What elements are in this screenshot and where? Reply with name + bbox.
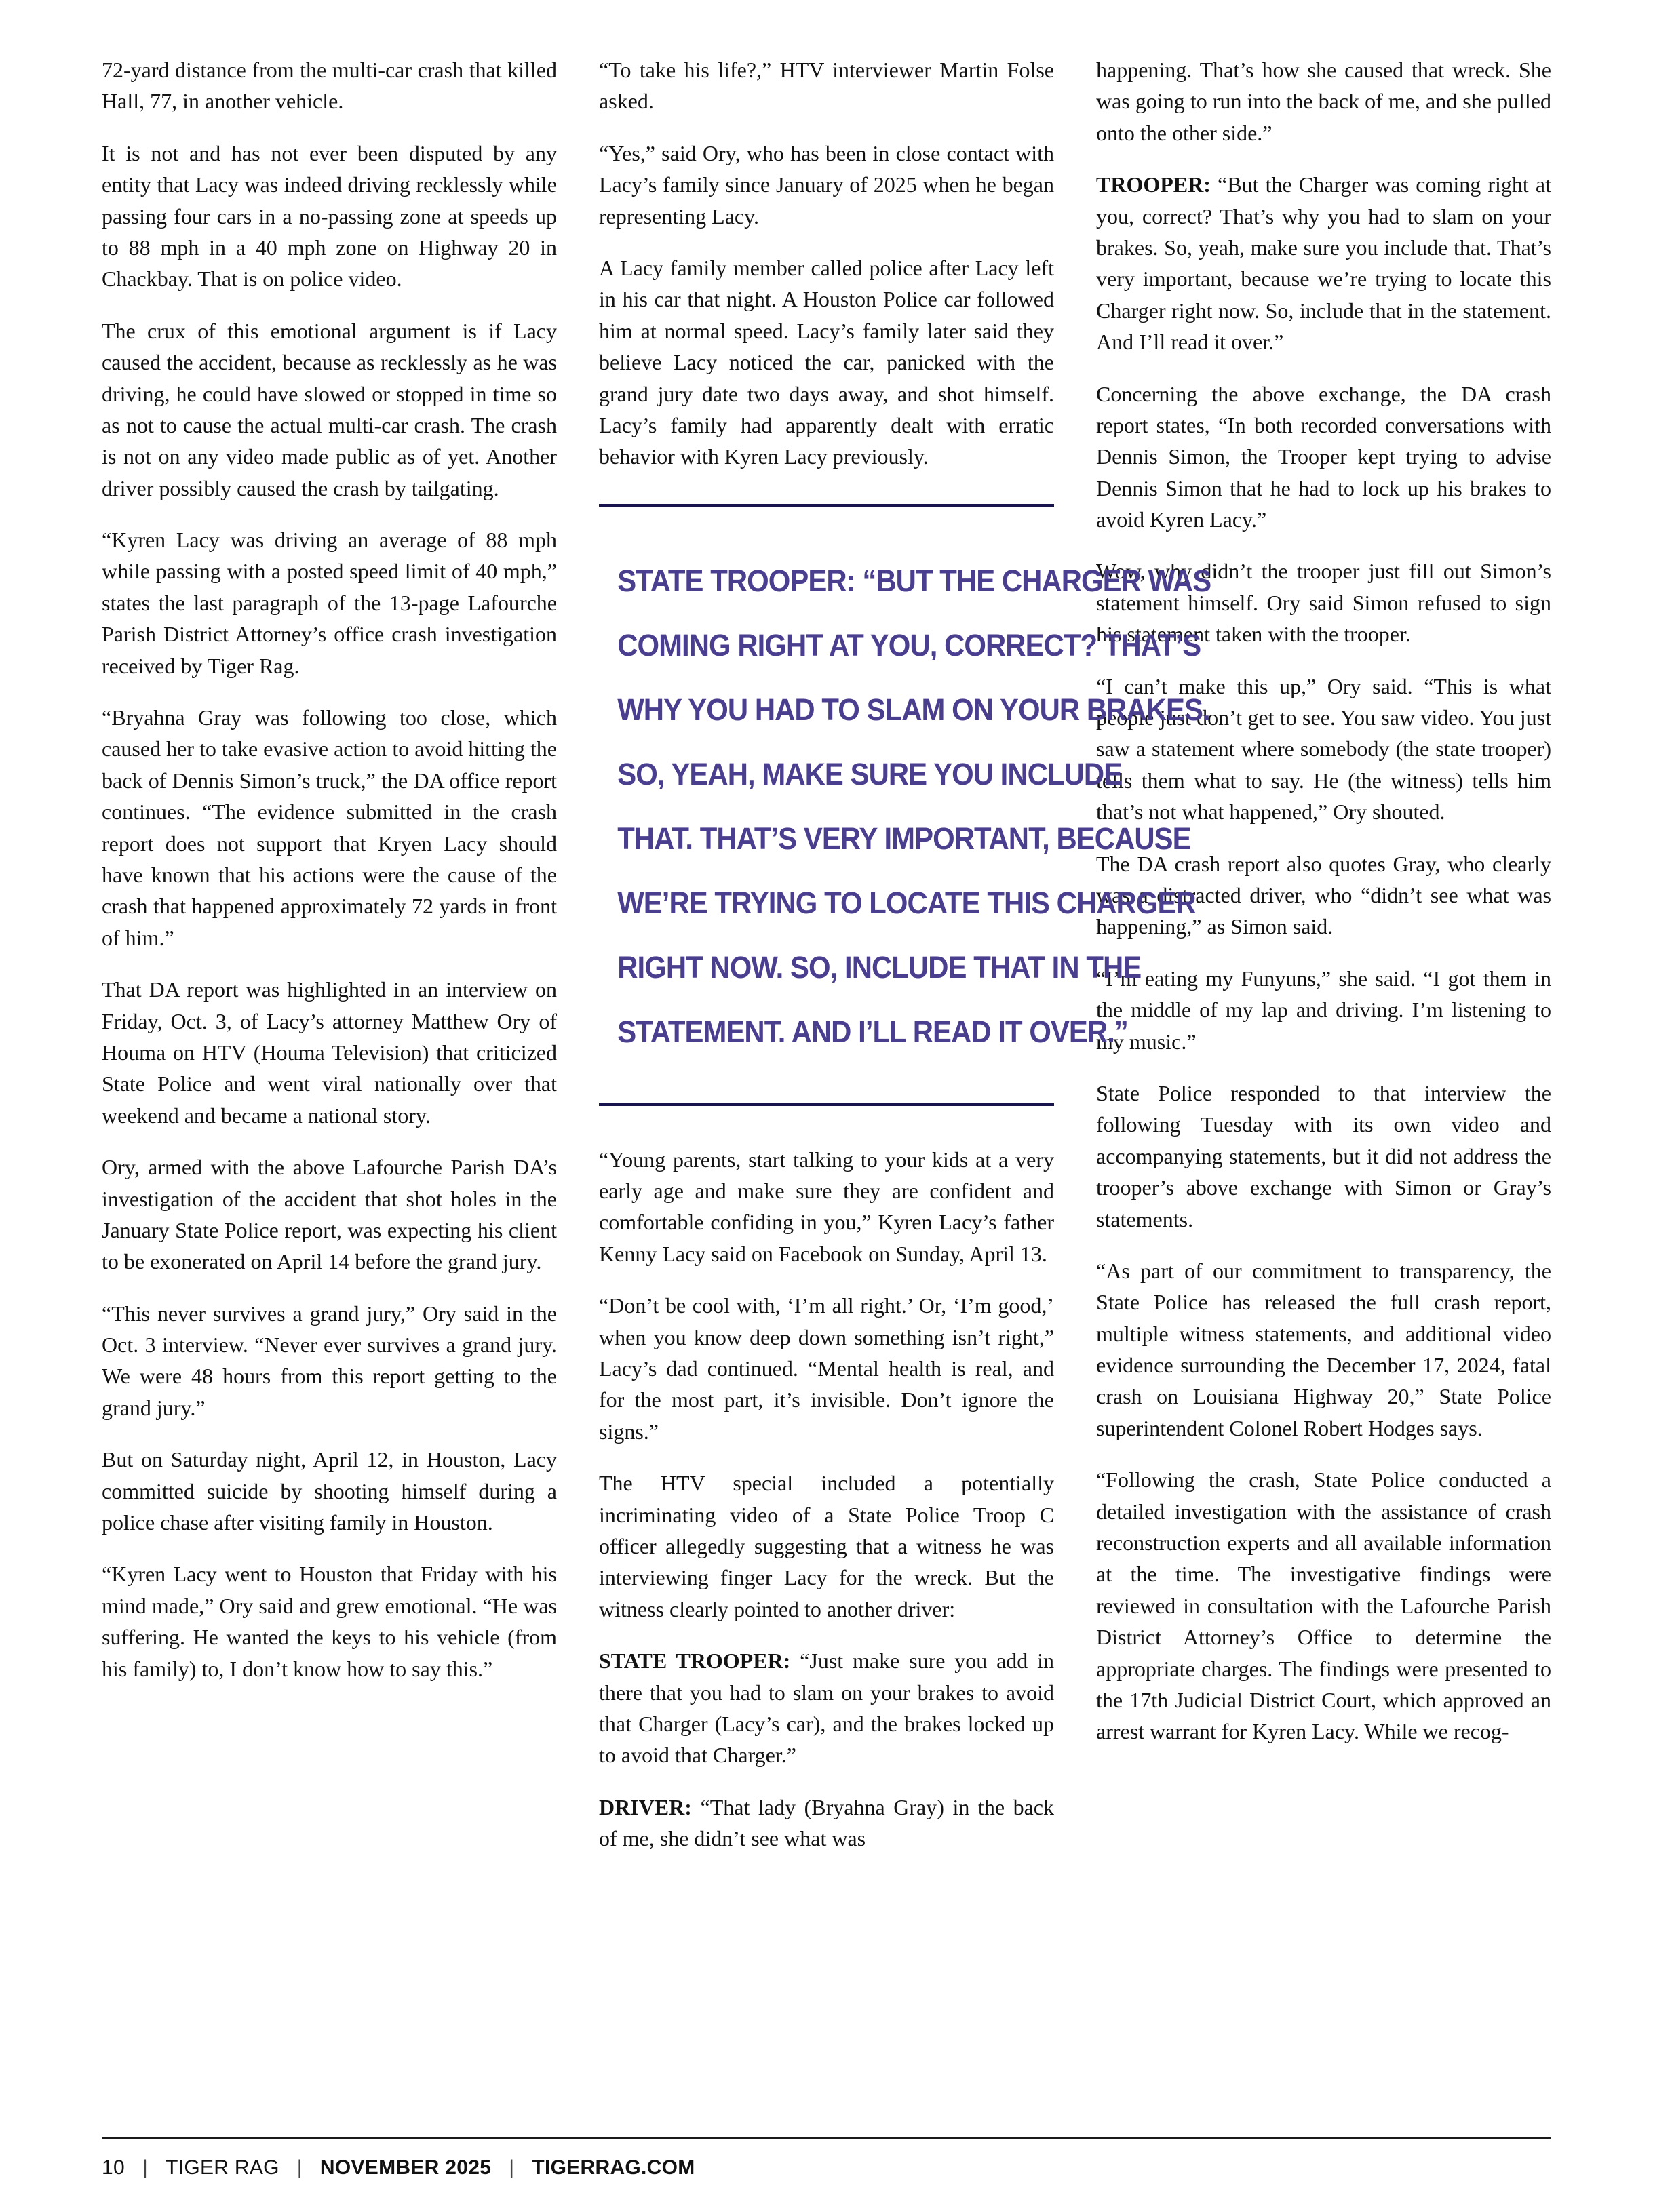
- pull-quote-line: RIGHT NOW. SO, INCLUDE THAT IN THE: [617, 949, 1142, 985]
- speaker-label: STATE TROOPER:: [599, 1648, 800, 1674]
- speaker-label: TROOPER:: [1096, 172, 1218, 197]
- pull-quote-line: WHY YOU HAD TO SLAM ON YOUR BRAKES.: [617, 692, 1210, 727]
- paragraph: That DA report was highlighted in an interview on Friday, Oct. 3, of Lacy’s attorney Matthew Ory of Houma on HTV (Houma Television) that criticized State Police and went viral nationally over that weekend and became a national story.: [102, 977, 557, 1128]
- paragraph: “I can’t make this up,” Ory said. “This is what people just don’t get to see. You saw video. You just saw a statement where somebody (the state trooper) tells them what to say. He (the witness) tells him that’s not what happened,” Ory shouted.: [1096, 673, 1551, 825]
- column-2: [599, 54, 1211, 1875]
- speaker-label: DRIVER:: [599, 1794, 701, 1819]
- paragraph: “Bryahna Gray was following too close, which caused her to take evasive action to avoid hitting the back of Dennis Simon’s truck,” the DA office report continues. “The evidence submitted in the crash report does not support that Kryen Lacy should have known that his actions were the cause of the crash that happened approximately 72 yards in front of him.”: [102, 705, 557, 950]
- dialogue-paragraph: DRIVER: “That lady (Bryahna Gray) in the back of me, she didn’t see what was: [599, 1794, 1055, 1851]
- paragraph: It is not and has not ever been disputed by any entity that Lacy was indeed driving recklessly while passing four cars in a no-passing zone at speeds up to 88 mph in a 40 mph zone on Highway 20 in Chackbay. That is on police video.: [102, 140, 557, 292]
- paragraph: “Following the crash, State Police conducted a detailed investigation with the assistance of crash reconstruction experts and all available information at the time. The investigative findings were reviewed in consultation with the Lafourche Parish District Attorney’s Office to determine the appropriate charges. The findings were presented to the 17th Judicial District Court, which approved an arrest warrant for Kyren Lacy. While we recog-: [1096, 1467, 1551, 1744]
- footer-separator: |: [142, 2156, 149, 2179]
- paragraph: “Kyren Lacy went to Houston that Friday with his mind made,” Ory said and grew emotional. “He was suffering. He wanted the keys to his vehicle (from his family) to, I don’t know how to say this.”: [102, 1562, 557, 1681]
- paragraph: The HTV special included a potentially incriminating video of a State Police Troop C officer allegedly suggesting that a witness he was interviewing finger Lacy for the wreck. But the witness clearly pointed to another driver:: [599, 1471, 1054, 1621]
- dialogue-paragraph: TROOPER: “But the Charger was coming right at you, correct? That’s why you had to slam on your brakes. So, yeah, make sure you include that. That’s very important, because we’re trying to locate this Charger right now. So, include that in the statement. And I’ll read it over.”: [1096, 172, 1552, 355]
- paragraph: But on Saturday night, April 12, in Houston, Lacy committed suicide by shooting himself during a police chase after visiting family in Houston.: [102, 1447, 557, 1535]
- paragraph: The crux of this emotional argument is if Lacy caused the accident, because as recklessly as he was driving, he could have slowed or stopped in time so as not to cause the actual multi-car crash. The crash is not on any video made public as of yet. Another driver possibly caused the crash by tailgating.: [102, 318, 557, 500]
- paragraph: “This never survives a grand jury,” Ory said in the Oct. 3 interview. “Never ever survives a grand jury. We were 48 hours from this report getting to the grand jury.”: [102, 1301, 557, 1420]
- pull-quote: [599, 504, 1211, 1106]
- paragraph: A Lacy family member called police after Lacy left in his car that night. A Houston Police car followed him at normal speed. Lacy’s family later said they believe Lacy noticed the car, panicked with the grand jury date two days away, and shot himself. Lacy’s family had apparently dealt with erratic behavior with Kyren Lacy previously.: [599, 255, 1054, 469]
- footer-separator: |: [296, 2156, 303, 2179]
- footer-item: TIGER RAG: [166, 2156, 279, 2179]
- pull-quote-line: STATE TROOPER: “BUT THE CHARGER WAS: [617, 563, 1211, 598]
- footer-items: [102, 2156, 695, 2179]
- footer-item: NOVEMBER 2025: [319, 2156, 492, 2179]
- paragraph: “Yes,” said Ory, who has been in close contact with Lacy’s family since January of 2025 when he began representing Lacy.: [599, 140, 1054, 229]
- paragraph: “Kyren Lacy was driving an average of 88 mph while passing with a posted speed limit of 40 mph,” states the last paragraph of the 13-page Lafourche Parish District Attorney’s office crash investigation received by Tiger Rag.: [102, 528, 557, 678]
- paragraph: “Young parents, start talking to your kids at a very early age and make sure they are confident and comfortable confiding in you,” Kyren Lacy’s father Kenny Lacy said on Facebook on Sunday, April 13.: [599, 1147, 1054, 1266]
- pull-quote-line: COMING RIGHT AT YOU, CORRECT? THAT’S: [617, 627, 1201, 663]
- pull-quote-line: STATEMENT. AND I’LL READ IT OVER.”: [617, 1014, 1128, 1049]
- paragraph: “As part of our commitment to transparency, the State Police has released the full crash report, multiple witness statements, and additional video evidence surrounding the December 17, 2024, fatal crash on Louisiana Highway 20,” State Police superintendent Colonel Robert Hodges says.: [1096, 1258, 1551, 1440]
- paragraph: Wow, why didn’t the trooper just fill out Simon’s statement himself. Ory said Simon refused to sign his statement taken with the trooper.: [1096, 559, 1551, 647]
- paragraph: 72-yard distance from the multi-car crash that killed Hall, 77, in another vehicle.: [102, 58, 557, 114]
- footer-item: TIGERRAG.COM: [532, 2156, 695, 2179]
- page-footer: [102, 2137, 1551, 2179]
- paragraph: State Police responded to that interview the following Tuesday with its own video and accompanying statements, but it did not address the trooper’s above exchange with Simon or Gray’s statements.: [1096, 1080, 1551, 1231]
- dialogue-paragraph: STATE TROOPER: “Just make sure you add in there that you had to slam on your brakes to avoid that Charger (Lacy’s car), and the brakes locked up to avoid that Charger.”: [599, 1648, 1054, 1768]
- footer-separator: |: [509, 2156, 515, 2179]
- pull-quote-line: WE’RE TRYING TO LOCATE THIS CHARGER: [617, 885, 1196, 920]
- paragraph: “I’m eating my Funyuns,” she said. “I got them in the middle of my lap and driving. I’m listening to my music.”: [1096, 966, 1551, 1054]
- paragraph: Ory, armed with the above Lafourche Parish DA’s investigation of the accident that shot holes in the January State Police report, was expecting his client to be exonerated on April 14 before the grand jury.: [102, 1155, 557, 1274]
- paragraph: “To take his life?,” HTV interviewer Martin Folse asked.: [599, 58, 1054, 114]
- pull-quote-line: SO, YEAH, MAKE SURE YOU INCLUDE: [617, 756, 1123, 791]
- footer-item: 10: [102, 2156, 125, 2179]
- paragraph: Concerning the above exchange, the DA crash report states, “In both recorded conversations with Dennis Simon, the Trooper kept trying to advise Dennis Simon that he had to lock up his brakes to avoid Kyren Lacy.”: [1096, 381, 1551, 532]
- column-1: [102, 54, 557, 1705]
- article-body: [102, 54, 1551, 1875]
- paragraph: “Don’t be cool with, ‘I’m all right.’ Or, ‘I’m good,’ when you know deep down something isn’t right,” Lacy’s dad continued. “Mental health is real, and for the most part, it’s invisible. Don’t ignore the signs.”: [599, 1293, 1054, 1444]
- paragraph: The DA crash report also quotes Gray, who clearly was a distracted driver, who “didn’t see what was happening,” as Simon said.: [1096, 851, 1551, 939]
- paragraph: happening. That’s how she caused that wreck. She was going to run into the back of me, and she pulled onto the other side.”: [1096, 58, 1551, 145]
- pull-quote-line: THAT. THAT’S VERY IMPORTANT, BECAUSE: [617, 821, 1191, 856]
